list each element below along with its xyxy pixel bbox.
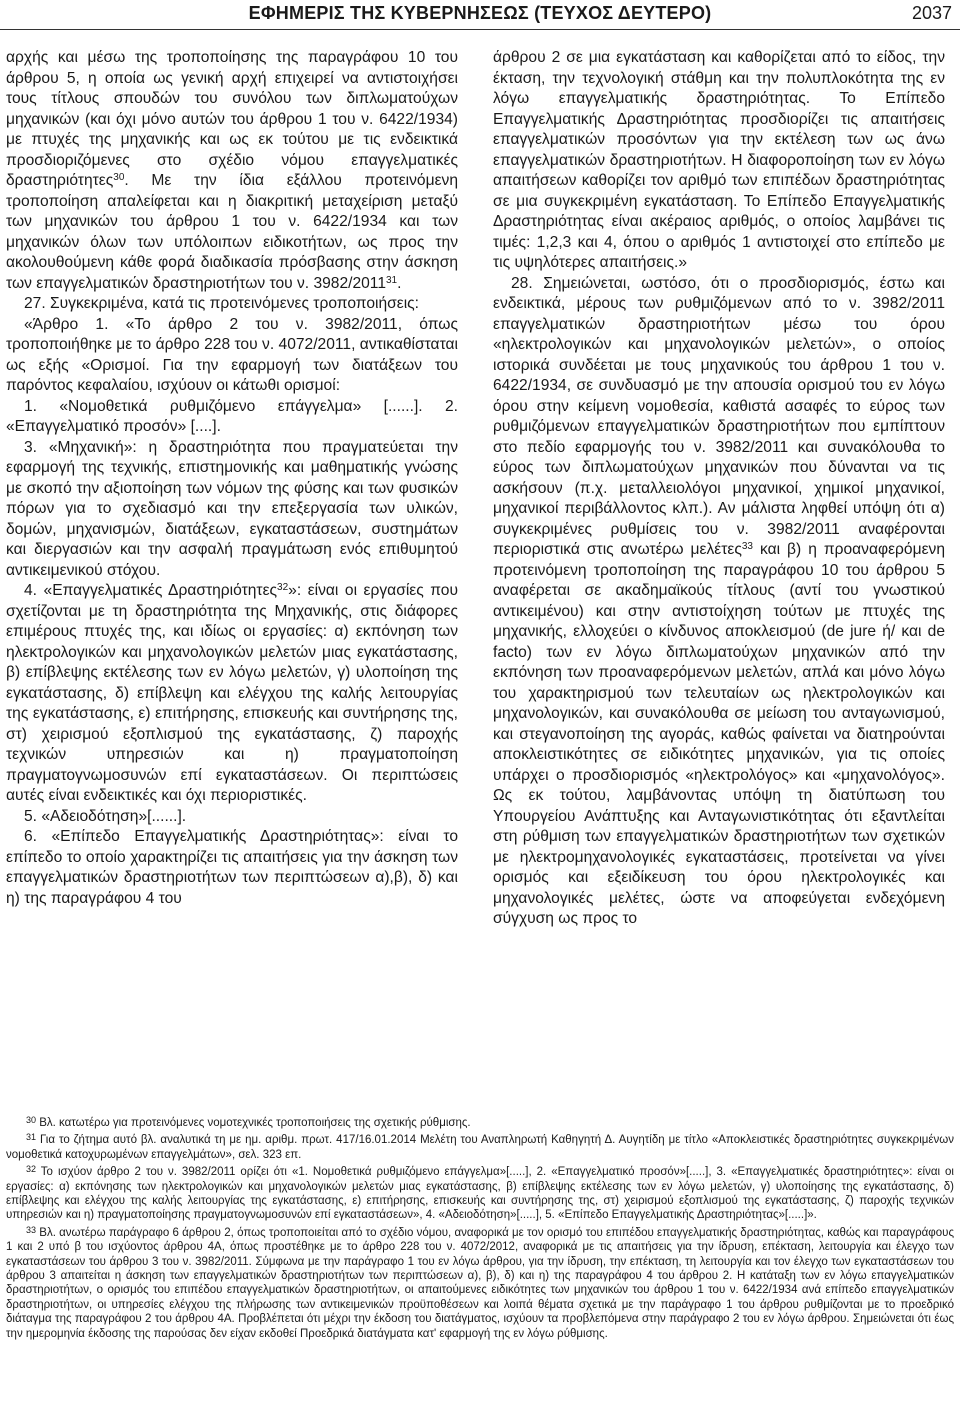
footnote: $^{32}$ Το ισχύον άρθρο 2 του ν. 3982/2011 ορίζει ότι «1. Νομοθετικά ρυθμιζόμενο επάγγελμα»[.....], 2. «Επαγγελματικό προσόν»[.....], 3. «Επαγγελματικές δραστηριότητες»: είναι οι εργασίες: α) εκπόνησης των ηλεκτρολογικών και μηχανολογικών μελετών μιας εγκατάστασης, β) επίβλεψης εκτέλεσης των εν λόγω μελετών, γ) υλοποίησης της εγκατάστασης, δ) επίβλεψης και ελέγχου της καλής λειτουργίας της εγκατάστασης, ε) επιτήρησης, επισκευής και συντήρησης της, στ) χειρισμού εξοπλισμού της εγκατάστασης, ζ) παροχής τεχνικών υπηρεσιών και η) πραγματοποίησης πραγματογνωμοσυνών επί εγκαταστάσεων», 4. «Αδειοδότηση»[.....], 5. «Επίπεδο Επαγγελματικής Δραστηριότητας»[.....]». xyxy=(6,1164,954,1222)
page-header xyxy=(0,0,960,30)
page-number: 2037 xyxy=(911,3,952,23)
footnote: $^{30}$ Βλ. κατωτέρω για προτεινόμενες νομοτεχνικές τροποποιήσεις της σχετικής ρύθμισης. xyxy=(26,1115,471,1129)
paragraph: «Άρθρο 1. «Το άρθρο 2 του ν. 3982/2011, όπως τροποποιήθηκε με το άρθρο 228 του ν. 4072/2011, αντικαθίσταται ως εξής «Ορισμοί. Για την εφαρμογή των διατάξεων του παρόντος κεφαλαίου, ισχύουν οι κάτωθι ορισμοί: xyxy=(6,315,458,394)
paragraph: 1. «Νομοθετικά ρυθμιζόμενο επάγγελμα» [......]. 2. «Επαγγελματικό προσόν» [....]. xyxy=(6,397,458,435)
gazette-title: ΕΦΗΜΕΡΙΣ ΤΗΣ ΚΥΒΕΡΝΗΣΕΩΣ (ΤΕΥΧΟΣ ΔΕΥΤΕΡΟ) xyxy=(248,3,712,23)
footnote: $^{33}$ Βλ. ανωτέρω παράγραφο 6 άρθρου 2, όπως τροποποιείται από το σχέδιο νόμου, αναφορικά με τον ορισμό του επιπέδου επαγγελματικής δραστηριότητας, καθώς και παραγράφους 1 και 2 υπό β του ισχύοντος άρθρου 4Α, όπως προστέθηκε με το άρθρο 228 του ν. 4072/2012, αναφορικά με τις απαιτήσεις για την ίδρυση, επέκταση, λειτουργία και έλεγχο των εγκαταστάσεων του άρθρου 3 του ν. 3982/2011. Σύμφωνα με την παράγραφο 1 του εν λόγω άρθρου, για την ίδρυση, την επέκταση, τη λειτουργία και τον έλεγχο των εγκαταστάσεων του άρθρου 3 απαιτείται η άσκηση των επαγγελματικών δραστηριοτήτων των περιπτώσεων α), β), δ) και η) της παραγράφου 4 του άρθρου 2. Η κατάταξη των εν λόγω επαγγελματικών δραστηριοτήτων, ο ορισμός του επιπέδου επαγγελματικών δραστηριοτήτων, οι απαιτούμενες ειδικότητες των μηχανικών του άρθρου 1 του ν. 6422/1934 ανά επίπεδο επαγγελματικών δραστηριοτήτων, οι υπηρεσίες ελέγχου της πλήρωσης των αντικειμενικών προϋποθέσεων και λοιπά θέματα σχετικά με την παράγραφο 1 του άρθρου ρυθμίζονται με το προεδρικό διάταγμα της παραγράφου 2 του άρθρου 4Α. Προβλέπεται ότι μέχρι την έκδοση του διατάγματος, ισχύουν τα προβλεπόμενα στην παράγραφο 2 του εν λόγω άρθρου. Σημειώνεται ότι έως την ημερομηνία έκδοσης της παρούσας δεν είχαν εκδοθεί Προεδρικά διατάγματα κατ' εφαρμογή της εν λόγω ρύθμισης. xyxy=(6,1224,954,1340)
paragraph: αρχής και μέσω της τροποποίησης της παραγράφου 10 του άρθρου 5, η οποία ως γενική αρχή επιχειρεί να αντιστοιχήσει τους τίτλους σπουδών του συνόλου των διπλωματούχων μηχανικών (και όχι μόνο αυτών του άρθρου 1 του ν. 6422/1934) με πτυχές της μηχανικής και ως εκ τούτου με τις ενδεικτικά προσδιοριζόμενες στο σχέδιο νόμου επαγγελματικές δραστηριότητες$^{30}$. Με την ίδια εξάλλου προτεινόμενη τροποποίηση απαλείφεται και η διακριτική μεταχείριση μεταξύ των μηχανικών του άρθρου 1 του ν. 6422/1934 και των μηχανικών όλων των υπόλοιπων ειδικοτήτων, ως προς την ακολουθούμενη κάθε φορά διαδικασία πρόσβασης στην άσκηση των επαγγελματικών δραστηριοτήτων του ν. 3982/2011$^{31}$. xyxy=(6,49,458,292)
footnote-ref: 31 xyxy=(386,274,398,286)
footnote-ref: 32 xyxy=(277,582,289,593)
paragraph: 3. «Μηχανική»: η δραστηριότητα που πραγματεύεται την εφαρμογή της τεχνικής, επιστημονικής και μαθηματικής γνώσης με σκοπό την αξιοποίηση των νόμων της φύσης και των φυσικών πόρων για το σχεδιασμό και την επεξεργασία των υλικών, δομών, μηχανισμών, διατάξεων, εγκαταστάσεων, συστημάτων και διεργασιών και την ασφαλή πραγμάτωση ενός επιθυμητού αντικειμενικού στόχου. xyxy=(6,438,458,579)
paragraph: 28. Σημειώνεται, ωστόσο, ότι ο προσδιορισμός, έστω και ενδεικτικά, μέρους των ρυθμιζόμενων από το ν. 3982/2011 επαγγελματικών δραστηριοτήτων μέσω του όρου «ηλεκτρολογικών και μηχανολογικών μελετών», ο οποίος ιστορικά συνδέεται με τους μηχανικούς του άρθρου 1 του ν. 6422/1934, σε συνδυασμό με την απουσία ορισμού του εν λόγω όρου στην κείμενη νομοθεσία, καθιστά ασαφές το εύρος των ρυθμιζόμενων επαγγελματικών δραστηριοτήτων που εμπίπτουν στο πεδίο εφαρμογής του ν. 3982/2011 και συνακόλουθα το εύρος των διπλωματούχων μηχανικών που δύνανται να τις ασκήσουν (π.χ. μεταλλειολόγοι μηχανικοί, χημικοί μηχανικοί, μηχανικοί περιβάλλοντος κλπ.). Αν μάλιστα ληφθεί υπόψη ότι α) συγκεκριμένες ρυθμίσεις του ν. 3982/2011 αναφέρονται περιοριστικά στις ανωτέρω μελέτες$^{33}$ και β) η προαναφερόμενη προτεινόμενη τροποποίηση της παραγράφου 10 του άρθρου 5 αναφέρεται σε ακαδημαϊκούς τίτλους (αντί του γνωστικού αντικειμένου) και στην αντιστοίχηση τούτων με πτυχές της μηχανικής, ελλοχεύει ο κίνδυνος αποκλεισμού (de jure ή/ και de facto) των εν λόγω διπλωματούχων μηχανικών από την εκπόνηση των προαναφερόμενων μελετών, απλά και μόνο λόγω του χαρακτηρισμού των τελευταίων ως ηλεκτρολογικών και μηχανολογικών, και συνακόλουθα σε μείωση του ανταγωνισμού, και στεγανοποίηση της αγοράς, καθώς φαίνεται να διατηρούνται αποκλειστικότητες σε ειδικότητες μηχανικών, για τις οποίες υπάρχει ο προσδιορισμός «ηλεκτρολόγος» και «μηχανολόγος». Ως εκ τούτου, λαμβάνοντας υπόψη τη διατύπωση του Υπουργείου Ανάπτυξης και Ανταγωνιστικότητας ότι εξαντλείται στη ρύθμιση των επαγγελματικών δραστηριοτήτων των σχετικών με ηλεκτρομηχανολογικές εγκαταστάσεις, προτείνεται να γίνει ορισμός και εξειδίκευση του όρου ηλεκτρολογικές και μηχανολογικές μελέτες, ώστε να αποφεύγεται ενδεχόμενη σύγχυση ως προς το xyxy=(493,274,945,927)
paragraph: 5. «Αδειοδότηση»[......]. xyxy=(24,807,187,825)
footnote-ref: 30 xyxy=(113,172,125,183)
right-column xyxy=(493,48,945,930)
paragraph: 4. «Επαγγελματικές Δραστηριότητες$^{32}$»: είναι οι εργασίες που σχετίζονται με τη δραστηριότητα της Μηχανικής, στις διάφορες επιμέρους πτυχές της, και ιδίως οι εργασίες: α) εκπόνηση των ηλεκτρολογικών και μηχανολογικών μελετών μιας εγκατάστασης, β) επίβλεψης εκτέλεσης των εν λόγω μελετών, γ) υλοποίηση της εγκατάστασης, δ) επίβλεψη και ελέγχου της καλής λειτουργίας της εγκατάστασης, ε) επιτήρησης, επισκευής και συντήρησης της, στ) χειρισμού εξοπλισμού της εγκατάστασης, ζ) παροχής τεχνικών υπηρεσιών και η) πραγματοποίηση πραγματογνωμοσυνών επί εγκαταστάσεων. Οι περιπτώσεις αυτές είναι ενδεικτικές και όχι περιοριστικές. xyxy=(6,582,459,804)
left-column xyxy=(6,48,458,909)
footnotes xyxy=(6,1113,954,1341)
paragraph: 27. Συγκεκριμένα, κατά τις προτεινόμενες τροποποιήσεις: xyxy=(24,295,420,312)
footnote-ref: 33 xyxy=(741,541,753,552)
header-rule xyxy=(0,29,960,30)
paragraph: 6. «Επίπεδο Επαγγελματικής Δραστηριότητας»: είναι το επίπεδο το οποίο χαρακτηρίζει τις απαιτήσεις για την άσκηση των επαγγελματικών δραστηριοτήτων των περιπτώσεων α),β), δ) και η) της παραγράφου 4 του xyxy=(6,828,458,907)
paragraph: άρθρου 2 σε μια εγκατάσταση και καθορίζεται από το είδος, την έκταση, την τεχνολογική στάθμη και την πολυπλοκότητα της εν λόγω επαγγελματικής δραστηριότητας. Το Επίπεδο Επαγγελματικής Δραστηριότητας προσδιορίζει τις απαιτήσεις επαγγελματικών προσόντων για την εκτέλεση των ως άνω επαγγελματικών δραστηριοτήτων. Η διαφοροποίηση των εν λόγω απαιτήσεων καθορίζει τον αριθμό των επιπέδων δραστηριότητας σε μια συγκεκριμένη εγκατάσταση. Το Επίπεδο Επαγγελματικής Δραστηριότητας είναι ακέραιος αριθμός, ο οποίος λαμβάνει τις τιμές: 1,2,3 και 4, όπου ο αριθμός 1 αντιστοιχεί στο επίπεδο με τις υψηλότερες απαιτήσεις.» xyxy=(493,49,945,271)
footnote: $^{31}$ Για το ζήτημα αυτό βλ. αναλυτικά τη με ημ. αριθμ. πρωτ. 417/16.01.2014 Μελέτη του Αναπληρωτή Καθηγητή Δ. Αυγητίδη με τίτλο «Αποκλειστικές δραστηριότητες συγκεκριμένων νομοθετικά κατοχυρωμένων επαγγελμάτων», σελ. 323 επ. xyxy=(6,1132,954,1161)
